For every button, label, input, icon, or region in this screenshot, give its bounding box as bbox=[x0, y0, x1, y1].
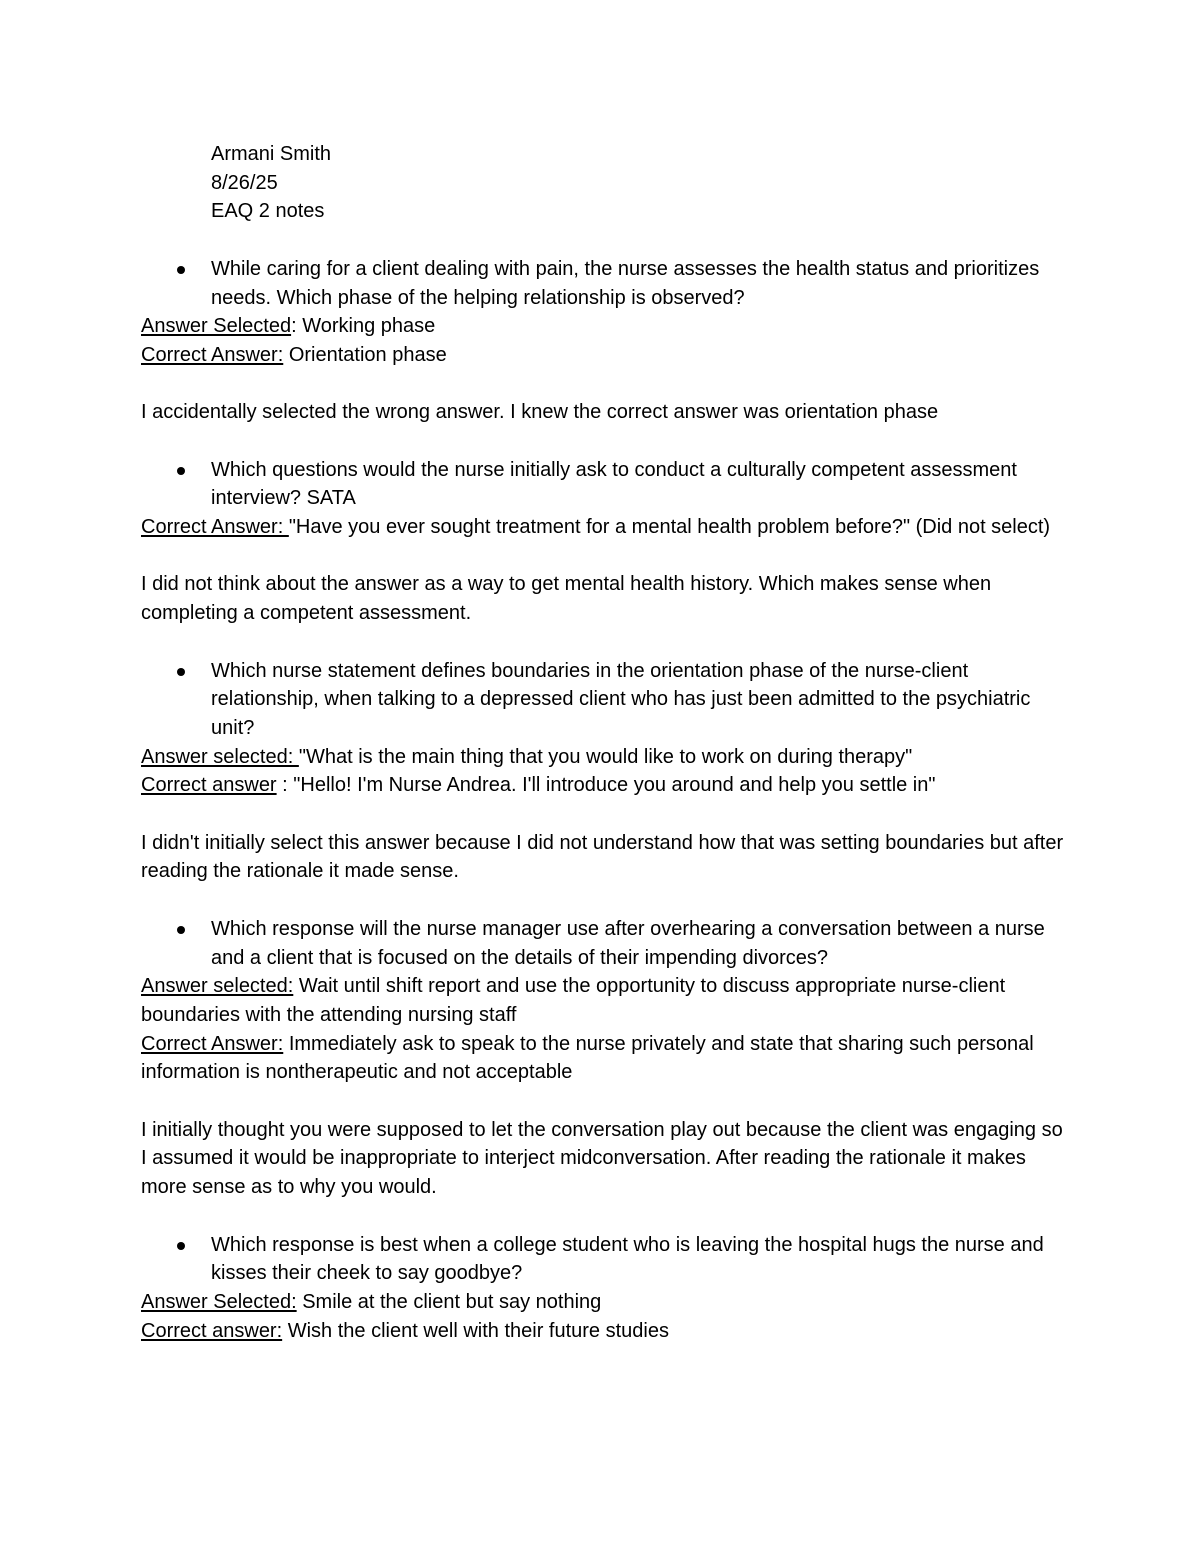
correct-answer-value: "Have you ever sought treatment for a mental health problem before?" (Did not select) bbox=[288, 516, 1051, 539]
bullet-icon bbox=[177, 467, 185, 475]
reflection-text: I did not think about the answer as a way to get mental health history. Which makes sense when completing a competent assessment. bbox=[141, 573, 992, 625]
correct-answer-label: Correct Answer: bbox=[141, 516, 289, 539]
correct-answer-value: : "Hello! I'm Nurse Andrea. I'll introduce you around and help you settle in" bbox=[276, 774, 936, 797]
correct-answer-label: Correct Answer: bbox=[141, 343, 284, 366]
bullet-icon bbox=[177, 1242, 185, 1250]
answer-selected-separator: : bbox=[291, 315, 297, 338]
answer-selected-line bbox=[141, 312, 1071, 341]
document-date: 8/26/25 bbox=[211, 171, 278, 194]
correct-answer-line bbox=[141, 771, 1071, 800]
correct-answer-label: Correct answer: bbox=[141, 1319, 283, 1342]
question-text: Which response is best when a college student who is leaving the hospital hugs the nurse and kisses their cheek to say goodbye? bbox=[211, 1233, 1044, 1285]
bullet-icon bbox=[177, 266, 185, 274]
reflection-text: I accidentally selected the wrong answer. I knew the correct answer was orientation phase bbox=[141, 401, 939, 424]
question-item bbox=[141, 657, 1071, 743]
answer-selected-label: Answer Selected: bbox=[141, 1290, 297, 1313]
question-text: Which response will the nurse manager use after overhearing a conversation between a nurse and a client that is focused on the details of their impending divorces? bbox=[211, 917, 1045, 969]
question-text: While caring for a client dealing with pain, the nurse assesses the health status and prioritizes needs. Which phase of the helping relationship is observed? bbox=[211, 257, 1040, 309]
correct-answer-line bbox=[141, 513, 1071, 542]
reflection-text: I didn't initially select this answer because I did not understand how that was setting boundaries but after reading the rationale it made sense. bbox=[141, 831, 1064, 883]
correct-answer-line bbox=[141, 1317, 1071, 1346]
reflection-text: I initially thought you were supposed to let the conversation play out because the client was engaging so I assumed it would be inappropriate to interject midconversation. After reading the rationale it makes more sense as to why you would. bbox=[141, 1118, 1063, 1199]
correct-answer-value: Orientation phase bbox=[283, 343, 447, 366]
answer-selected-label: Answer selected: bbox=[141, 745, 299, 768]
correct-answer-line bbox=[141, 1030, 1071, 1087]
document-page bbox=[141, 140, 1071, 1345]
question-text: Which questions would the nurse initially ask to conduct a culturally competent assessment interview? SATA bbox=[211, 458, 1017, 510]
correct-answer-value: Wish the client well with their future studies bbox=[282, 1319, 669, 1342]
answer-selected-label: Answer selected: bbox=[141, 975, 294, 998]
question-item bbox=[141, 915, 1071, 972]
correct-answer-label: Correct Answer: bbox=[141, 1032, 284, 1055]
answer-selected-value: Smile at the client but say nothing bbox=[296, 1290, 602, 1313]
correct-answer-value: Immediately ask to speak to the nurse privately and state that sharing such personal information is nontherapeutic and not acceptable bbox=[141, 1032, 1034, 1084]
question-text: Which nurse statement defines boundaries in the orientation phase of the nurse-client relationship, when talking to a depressed client who has just been admitted to the psychiatric unit? bbox=[211, 659, 1031, 739]
bullet-icon bbox=[177, 926, 185, 934]
answer-selected-label: Answer Selected bbox=[141, 315, 292, 338]
answer-selected-value: Wait until shift report and use the opportunity to discuss appropriate nurse-client boundaries with the attending nursing staff bbox=[141, 975, 1006, 1026]
question-item bbox=[141, 255, 1071, 312]
answer-selected-line bbox=[141, 1288, 1071, 1317]
answer-selected-line bbox=[141, 972, 1071, 1029]
correct-answer-label: Correct answer bbox=[141, 774, 277, 797]
correct-answer-line bbox=[141, 341, 1071, 370]
answer-selected-value: "What is the main thing that you would like to work on during therapy" bbox=[298, 745, 913, 768]
question-item bbox=[141, 1231, 1071, 1288]
document-title: EAQ 2 notes bbox=[211, 200, 325, 223]
author-name: Armani Smith bbox=[211, 143, 332, 165]
bullet-icon bbox=[177, 668, 185, 676]
answer-selected-value: Working phase bbox=[296, 315, 436, 338]
question-item bbox=[141, 456, 1071, 513]
answer-selected-line bbox=[141, 743, 1071, 772]
